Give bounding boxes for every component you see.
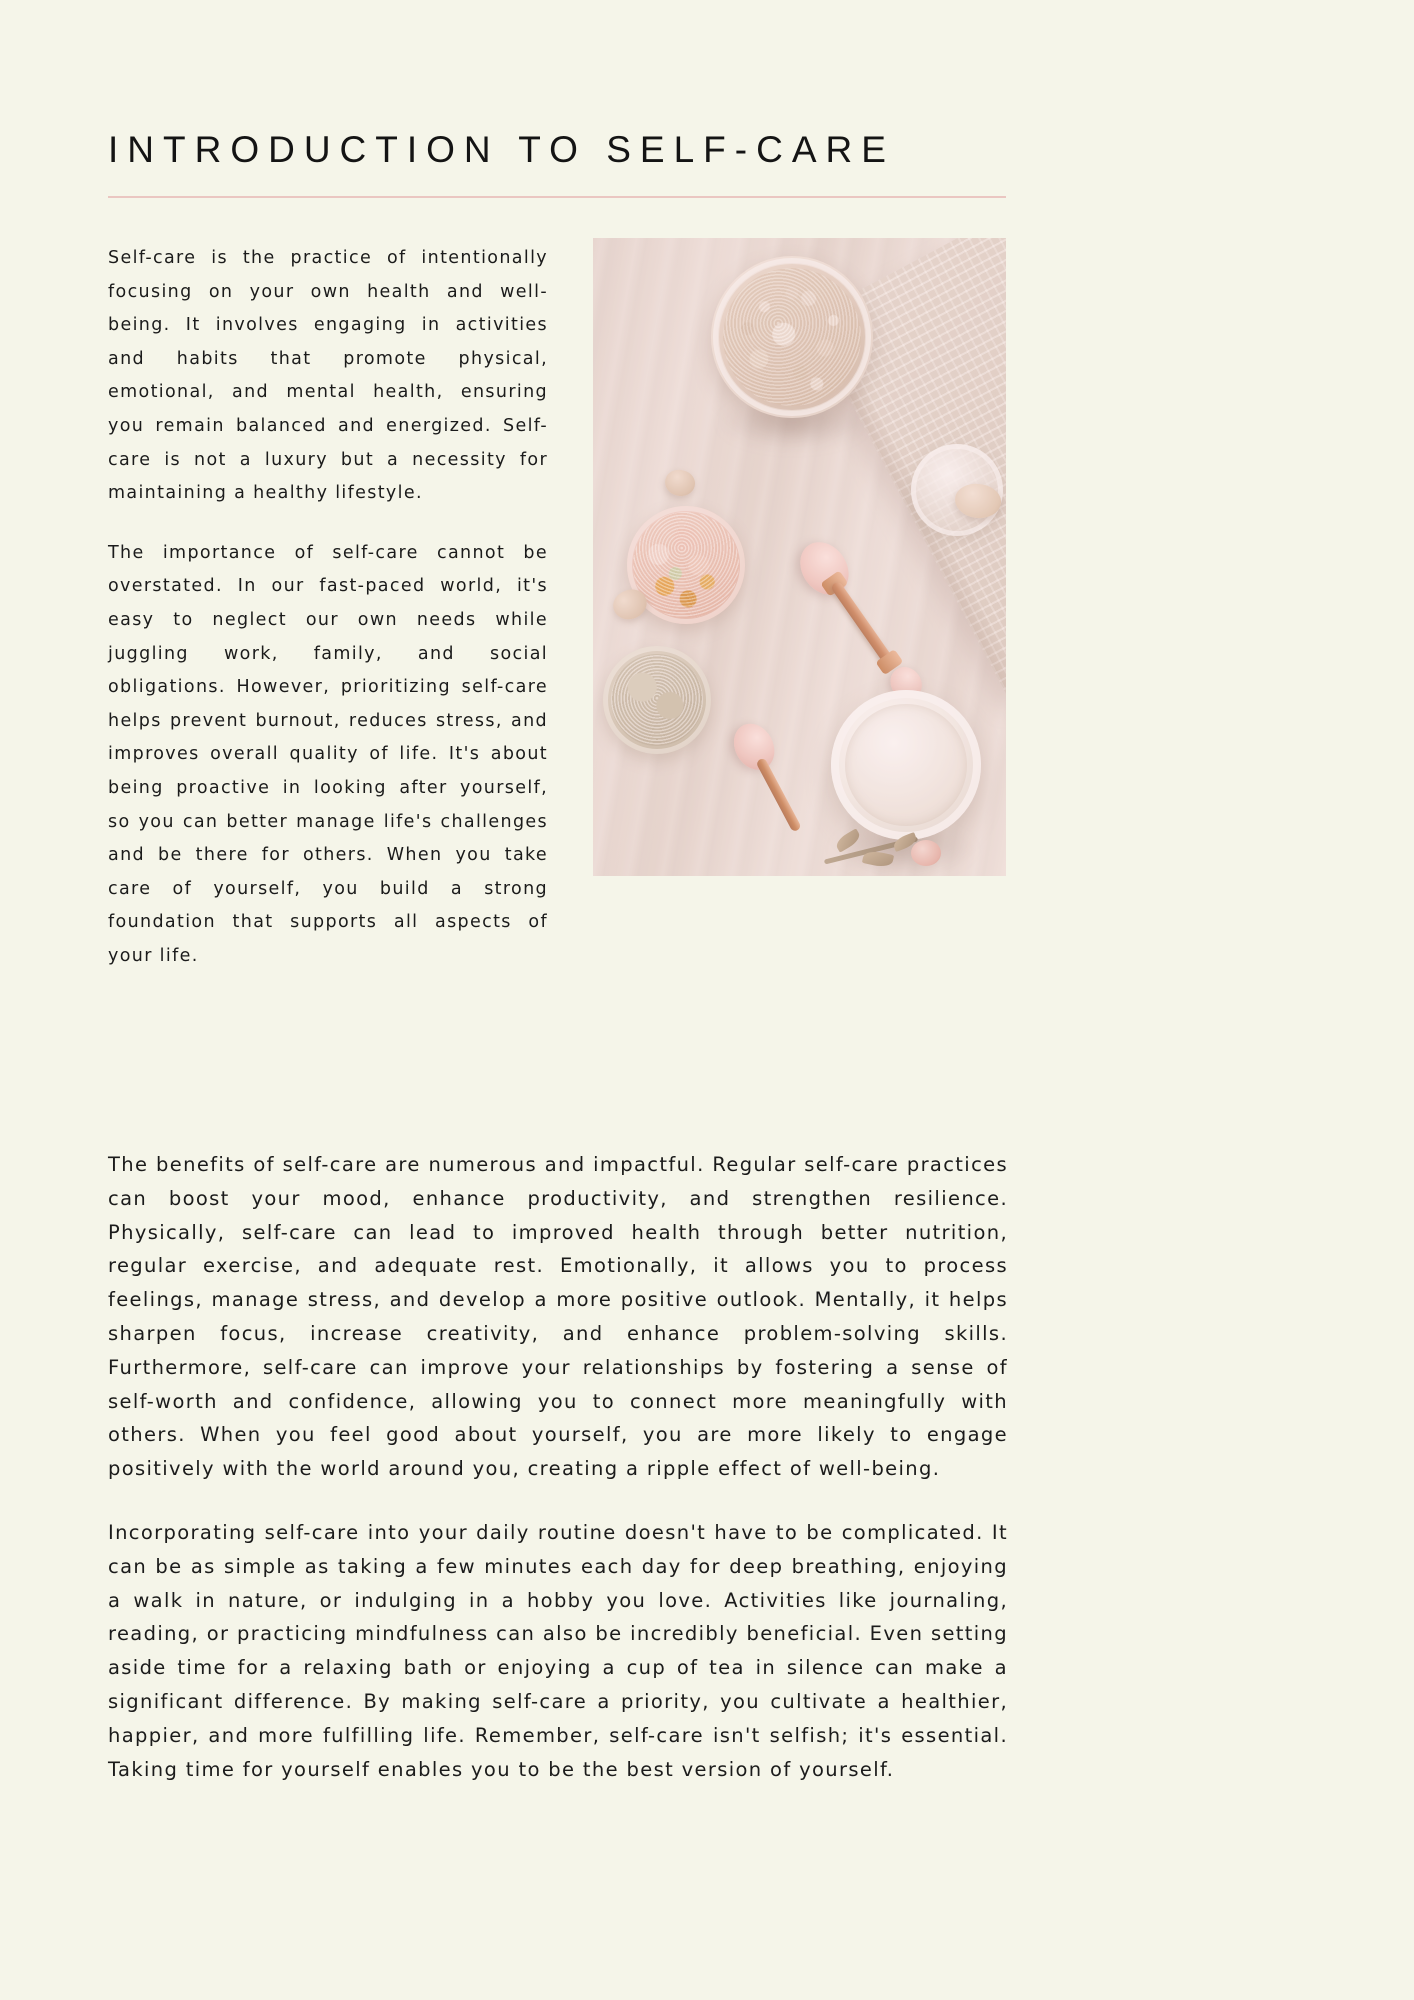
- jar-lid-icon: [845, 704, 967, 826]
- salt-crystals-icon: [633, 512, 739, 618]
- cream-jar-icon: [831, 690, 981, 840]
- full-width-text-body: [108, 1148, 1008, 1786]
- paragraph-intro-definition: Self-care is the practice of intentionally focusing on your own health and well-being. It involves engaging in activities and habits that promote physical, emotional, and mental health, ensuring you remain balanced and energized. Self-care is not a luxury but a necessity for maintaining a healthy lifestyle.: [108, 248, 548, 504]
- dried-floral-sprig-icon: [823, 832, 943, 876]
- clay-powder-icon: [611, 654, 703, 746]
- twig-leaf-icon: [833, 828, 862, 852]
- jar-rim-icon: [713, 258, 871, 416]
- left-text-column: [108, 242, 548, 973]
- body-scrub-jar-icon: [711, 256, 873, 418]
- clay-powder-jar-icon: [603, 646, 711, 754]
- self-care-photo: [593, 238, 1006, 876]
- twig-leaf-icon: [862, 849, 894, 869]
- paragraph-incorporating: Incorporating self-care into your daily routine doesn't have to be complicated. It can be as simple as taking a few minutes each day for deep breathing, enjoying a walk in nature, or indulging in a hobby you love. Activities like journaling, reading, or practicing mindfulness can also be incredibly beneficial. Even setting aside time for a relaxing bath or enjoying a cup of tea in silence can make a significant difference. By making self-care a priority, you cultivate a healthier, happier, and more fulfilling life. Remember, self-care isn't selfish; it's essential. Taking time for yourself enables you to be the best version of yourself.: [108, 1520, 1008, 1781]
- dried-bloom-icon: [911, 840, 941, 866]
- title-divider: [108, 196, 1006, 198]
- photo-scene: [593, 238, 1006, 876]
- paragraph-importance: The importance of self-care cannot be overstated. In our fast-paced world, it's easy to neglect our own needs while juggling work, family, and social obligations. However, prioritizing self-care helps prevent burnout, reduces stress, and improves overall quality of life. It's about being proactive in looking after yourself, so you can better manage life's challenges and be there for others. When you take care of yourself, you build a strong foundation that supports all aspects of your life.: [108, 542, 548, 966]
- page-title: INTRODUCTION TO SELF-CARE: [108, 128, 895, 170]
- paragraph-benefits: The benefits of self-care are numerous and impactful. Regular self-care practices can boost your mood, enhance productivity, and strengthen resilience. Physically, self-care can lead to improved health through better nutrition, regular exercise, and adequate rest. Emotionally, it allows you to process feelings, manage stress, and develop a more positive outlook. Mentally, it helps sharpen focus, increase creativity, and enhance problem-solving skills. Furthermore, self-care can improve your relationships by fostering a sense of self-worth and confidence, allowing you to connect more meaningfully with others. When you feel good about yourself, you are more likely to engage positively with the world around you, creating a ripple effect of well-being.: [108, 1153, 1008, 1481]
